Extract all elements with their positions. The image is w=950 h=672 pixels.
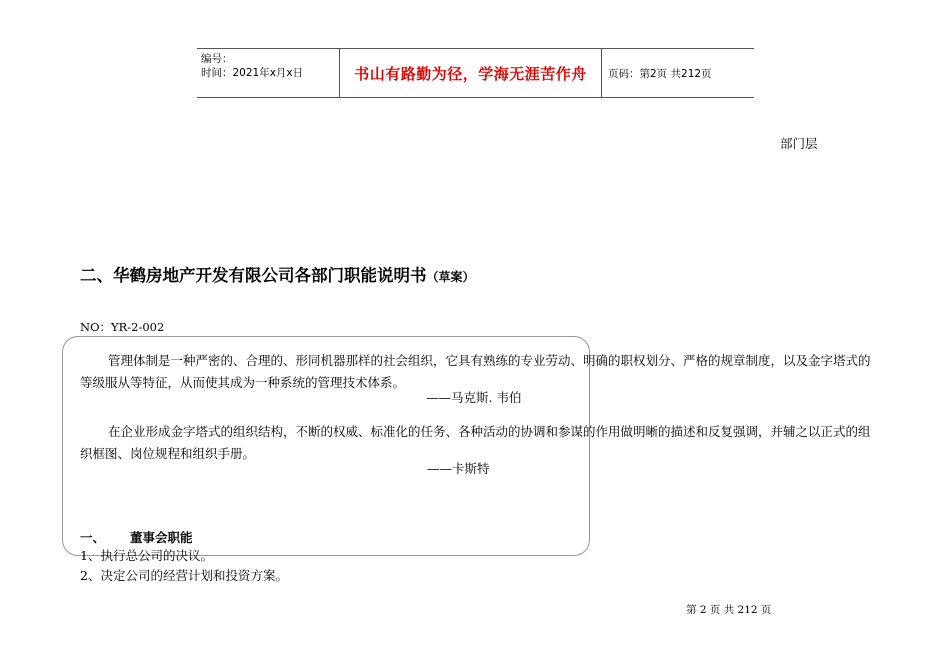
title-suffix: （草案）	[426, 270, 475, 284]
header-page-code: 页码：第2页 共212页	[608, 67, 712, 80]
header-motto-cell	[339, 49, 602, 97]
header-meta	[197, 49, 339, 97]
time-label: 时间：2021年x月x日	[201, 67, 304, 79]
section-number: 一、	[80, 530, 106, 545]
page-footer: 第 2 页 共 212 页	[686, 604, 772, 616]
header-motto: 书山有路勤为径，学海无涯苦作舟	[354, 64, 587, 83]
department-level-label: 部门层	[780, 136, 818, 151]
quote-paragraph-2: 在企业形成金字塔式的组织结构，不断的权威、标准化的任务、各种活动的协调和参谋的作用做明晰的描述和反复强调，并辅之以正式的组织框图、岗位规程和组织手册。	[80, 424, 871, 461]
section-heading	[80, 528, 193, 546]
title-main: 二、华鹤房地产开发有限公司各部门职能说明书	[80, 266, 427, 285]
page-header	[197, 48, 754, 98]
quote-paragraph-1: 管理体制是一种严密的、合理的、形同机器那样的社会组织，它具有熟练的专业劳动、明确的职权划分、严格的规章制度，以及金字塔式的等级服从等特征，从而使其成为一种系统的管理技术体系。	[80, 353, 871, 390]
header-page-cell	[602, 49, 754, 97]
section-title: 董事会职能	[130, 530, 193, 545]
document-number: NO：YR-2-002	[80, 320, 165, 334]
list-item: 2、决定公司的经营计划和投资方案。	[80, 568, 288, 583]
list-item: 1、执行总公司的决议。	[80, 548, 213, 563]
code-label: 编号：	[201, 53, 233, 65]
quote-author-1: ——马克斯. 韦伯	[426, 390, 522, 405]
document-title	[80, 262, 475, 286]
quote-author-2: ——卡斯特	[427, 461, 490, 476]
